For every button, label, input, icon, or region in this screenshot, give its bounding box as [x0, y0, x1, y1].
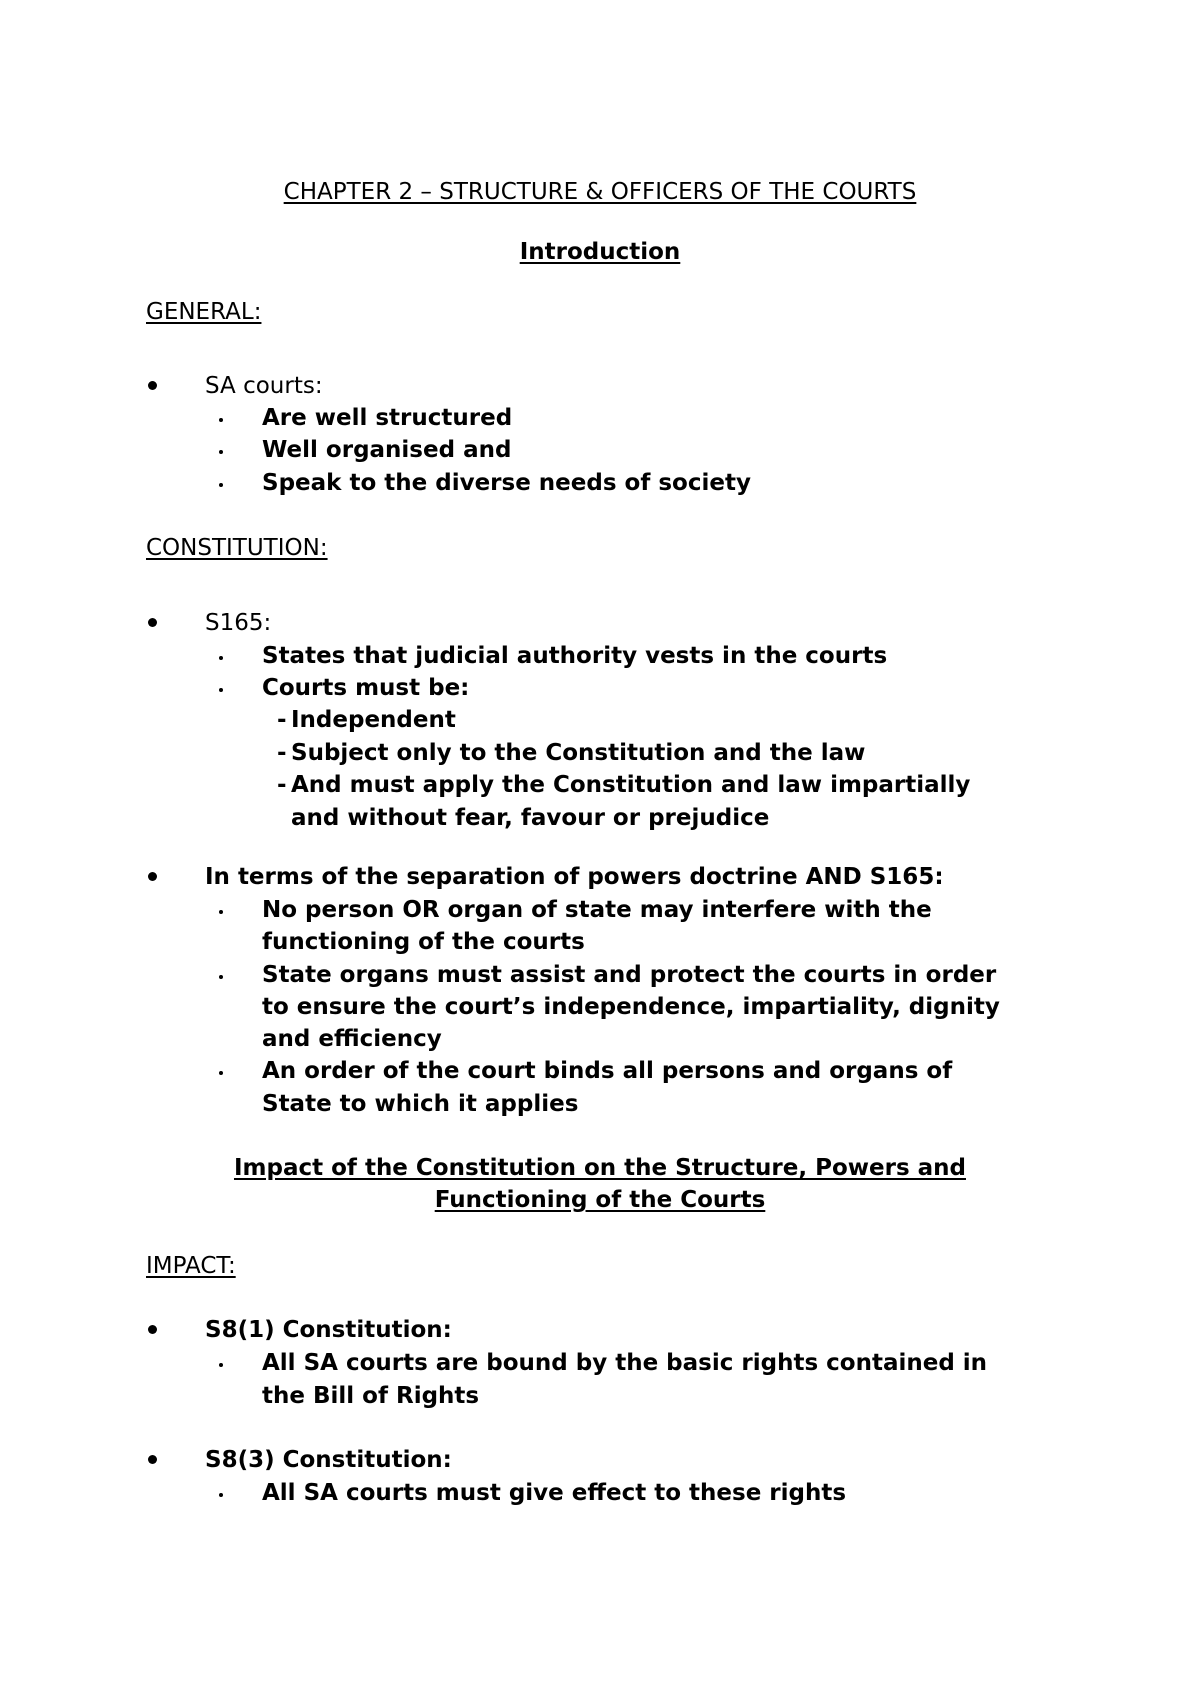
s165-item: Courts must be:: [262, 675, 470, 701]
separation-bullet: In terms of the separation of powers doctrine AND S165:: [205, 864, 944, 890]
impact-section-heading-continued: Functioning of the Courts: [434, 1187, 766, 1213]
s8-3-bullet: S8(3) Constitution:: [205, 1447, 452, 1473]
general-item: Well organised and: [262, 437, 512, 463]
separation-item-continued: to ensure the court’s independence, impartiality, dignity: [262, 994, 1000, 1020]
bullet-icon: [148, 1455, 157, 1464]
s165-dash-item: Subject only to the Constitution and the law: [291, 740, 866, 766]
sub-bullet-icon: [219, 975, 223, 979]
chapter-title: CHAPTER 2 – STRUCTURE & OFFICERS OF THE COURTS: [283, 179, 917, 205]
s8-3-item: All SA courts must give effect to these rights: [262, 1480, 847, 1506]
dash-marker: -: [277, 707, 287, 733]
sub-bullet-icon: [219, 418, 223, 422]
general-item: Speak to the diverse needs of society: [262, 470, 751, 496]
s165-bullet: S165:: [205, 610, 272, 636]
introduction-heading: Introduction: [519, 239, 681, 265]
sub-bullet-icon: [219, 1071, 223, 1075]
separation-item-continued: functioning of the courts: [262, 929, 585, 955]
separation-item: State organs must assist and protect the courts in order: [262, 962, 997, 988]
s8-1-item: All SA courts are bound by the basic rights contained in: [262, 1350, 988, 1376]
dash-marker: -: [277, 740, 287, 766]
sub-bullet-icon: [219, 656, 223, 660]
constitution-heading: CONSTITUTION:: [146, 535, 328, 561]
general-bullet: SA courts:: [205, 373, 323, 399]
sub-bullet-icon: [219, 1363, 223, 1367]
separation-item-continued: State to which it applies: [262, 1091, 579, 1117]
sub-bullet-icon: [219, 483, 223, 487]
sub-bullet-icon: [219, 688, 223, 692]
bullet-icon: [148, 381, 157, 390]
bullet-icon: [148, 872, 157, 881]
bullet-icon: [148, 618, 157, 627]
general-heading: GENERAL:: [146, 299, 262, 325]
sub-bullet-icon: [219, 910, 223, 914]
dash-marker: -: [277, 772, 287, 798]
s165-dash-item: Independent: [291, 707, 456, 733]
impact-section-heading: Impact of the Constitution on the Structure, Powers and: [233, 1155, 966, 1181]
s165-dash-item: And must apply the Constitution and law impartially: [291, 772, 971, 798]
s165-dash-item-continued: and without fear, favour or prejudice: [291, 805, 770, 831]
s165-item: States that judicial authority vests in the courts: [262, 643, 888, 669]
separation-item-continued: and efficiency: [262, 1026, 442, 1052]
separation-item: An order of the court binds all persons and organs of: [262, 1058, 953, 1084]
bullet-icon: [148, 1325, 157, 1334]
s8-1-bullet: S8(1) Constitution:: [205, 1317, 452, 1343]
impact-heading: IMPACT:: [146, 1253, 236, 1279]
general-item: Are well structured: [262, 405, 513, 431]
separation-item: No person OR organ of state may interfere with the: [262, 897, 932, 923]
sub-bullet-icon: [219, 1493, 223, 1497]
sub-bullet-icon: [219, 450, 223, 454]
s8-1-item-continued: the Bill of Rights: [262, 1383, 480, 1409]
